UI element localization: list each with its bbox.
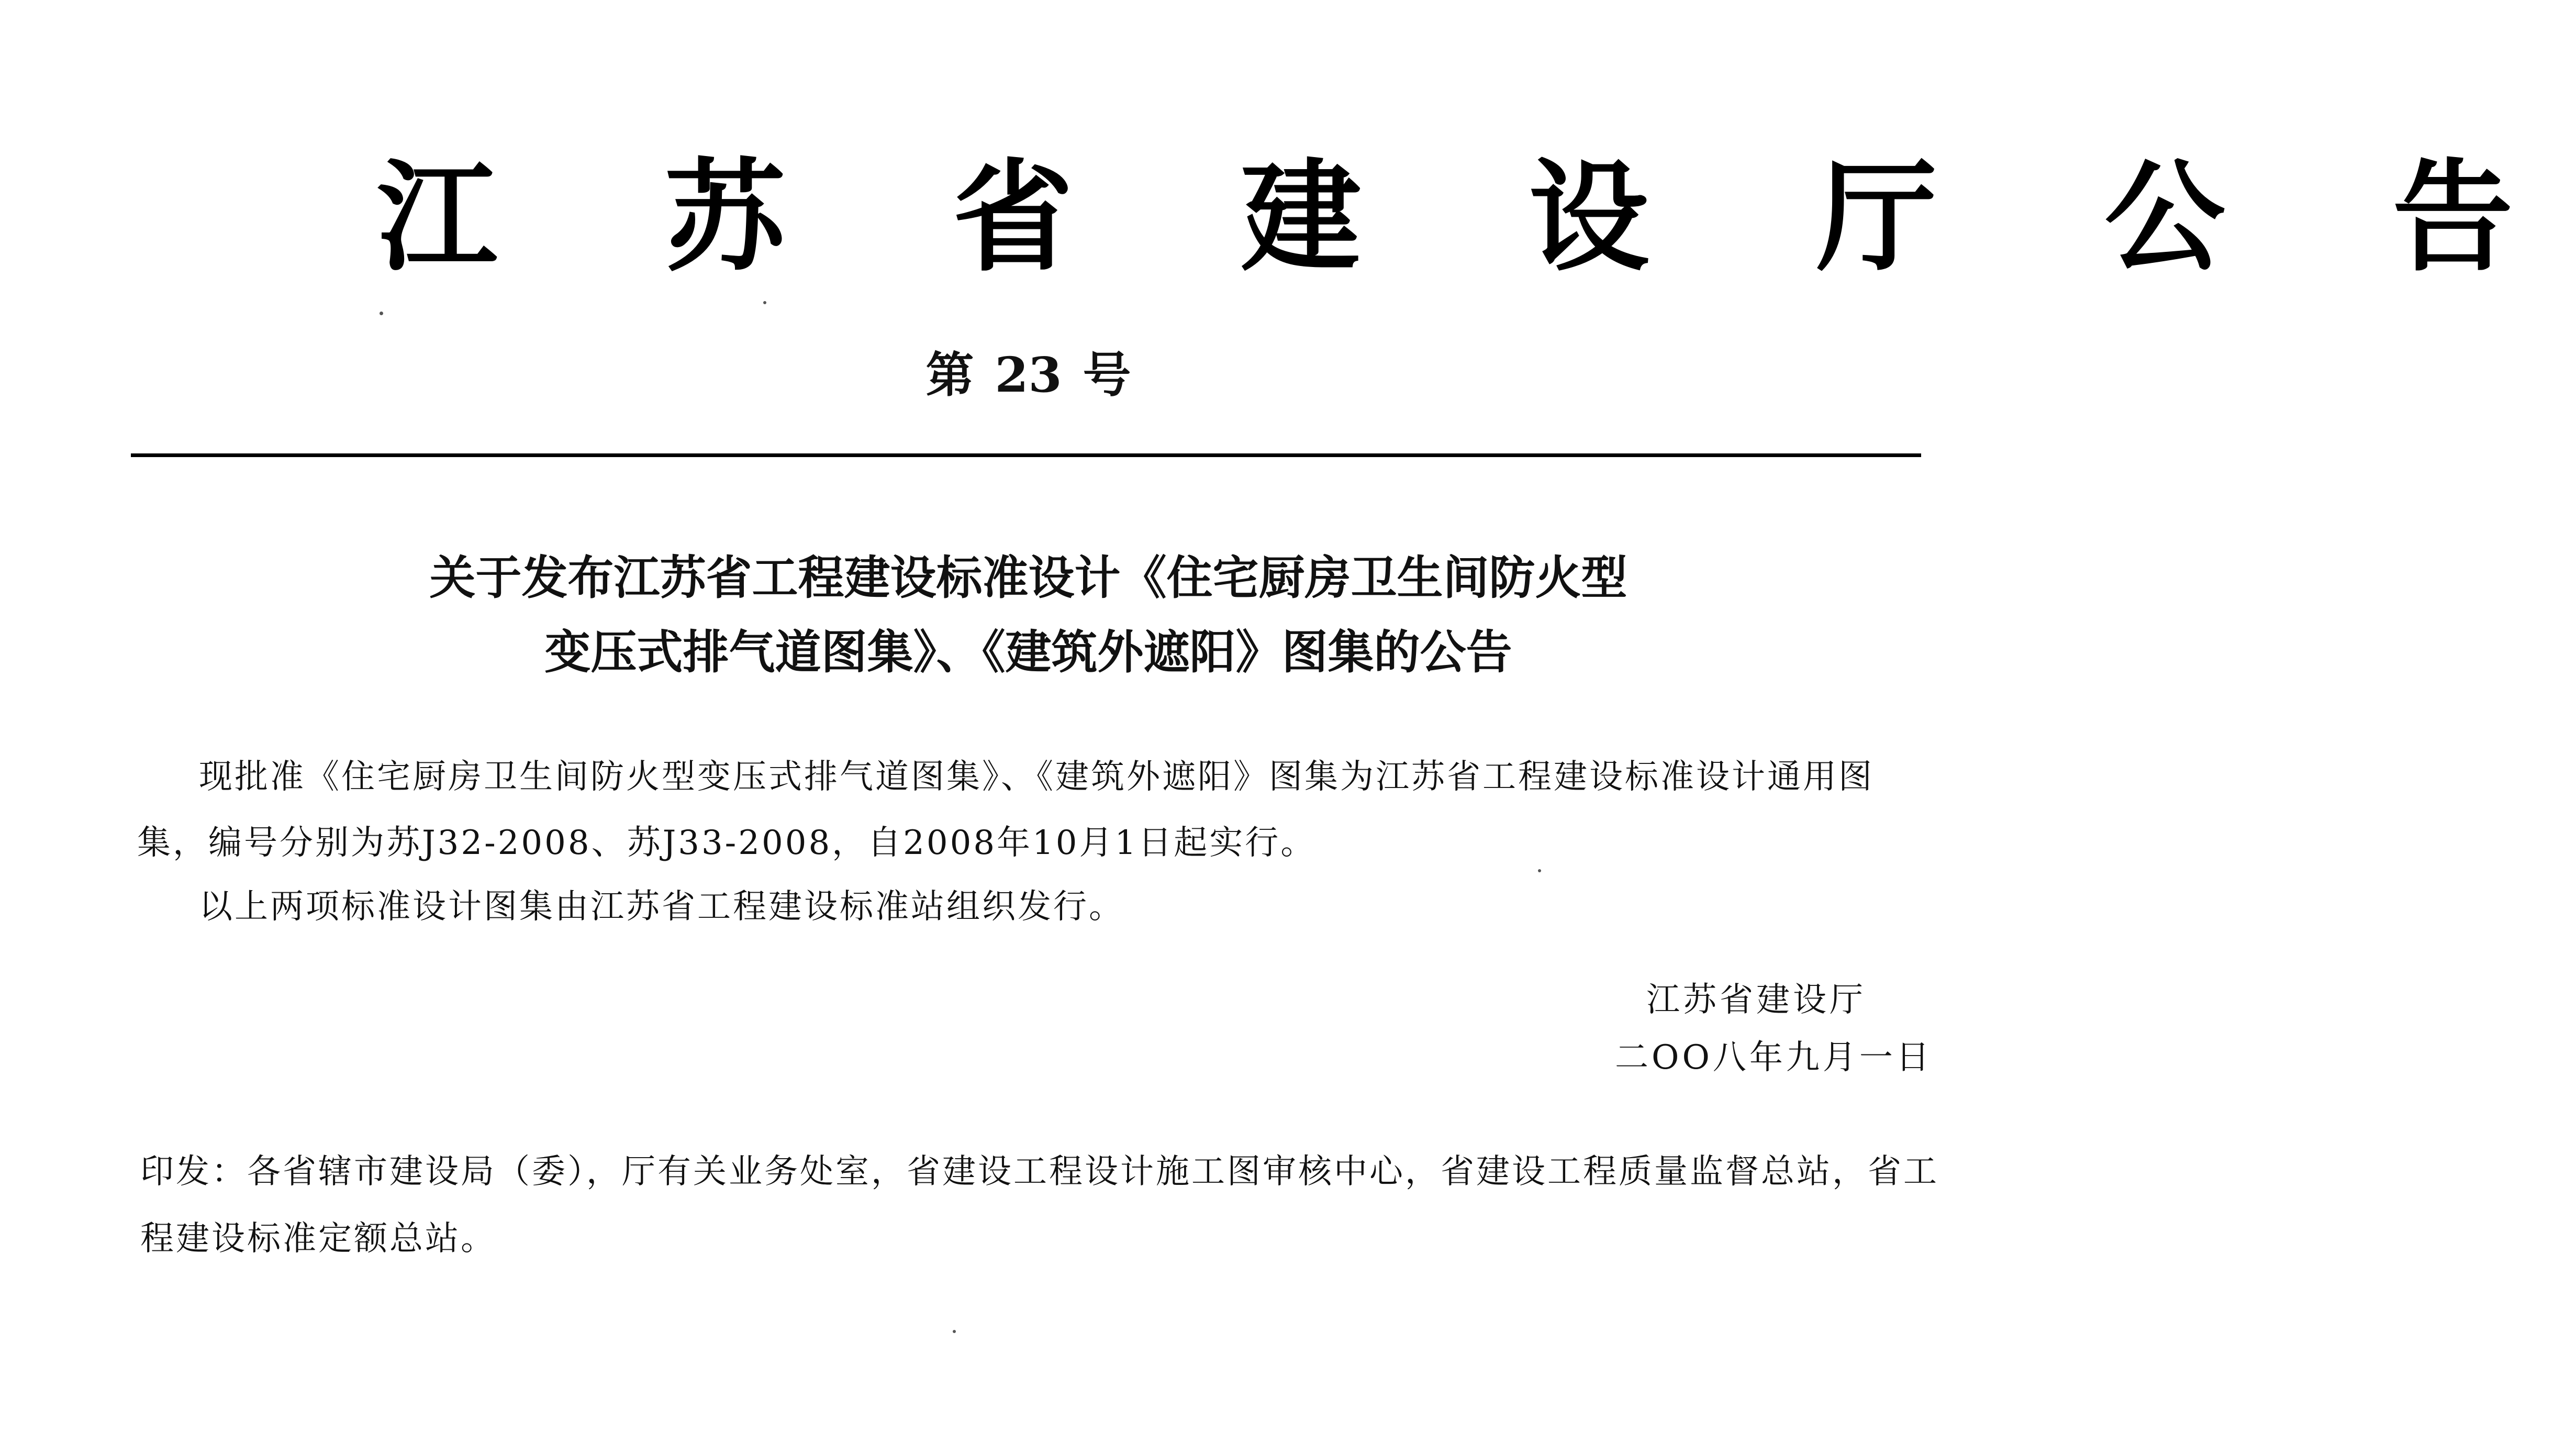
document-number — [0, 347, 2057, 403]
signature-organization: 江苏省建设厅 — [1646, 981, 1866, 1019]
document-number-suffix: 号 — [1083, 347, 1131, 403]
scan-speck — [953, 1330, 956, 1333]
document-number-prefix: 第 — [925, 347, 974, 403]
header-divider — [131, 453, 1921, 457]
signature-date: 二OO八年九月一日 — [1615, 1038, 1933, 1077]
body-paragraph-1-line-2: 集，编号分别为苏J32-2008、苏J33-2008，自2008年10月1日起实行。 — [137, 824, 1317, 862]
subject-line-1: 关于发布江苏省工程建设标准设计《住宅厨房卫生间防火型 — [429, 551, 1627, 605]
distribution-line-2: 程建设标准定额总站。 — [140, 1219, 496, 1258]
scan-speck — [1538, 869, 1541, 872]
document-number-value: 23 — [995, 347, 1062, 403]
body-paragraph-2: 以上两项标准设计图集由江苏省工程建设标准站组织发行。 — [199, 887, 1124, 926]
announcement-title: 江 苏 省 建 设 厅 公 告 — [377, 147, 2576, 288]
subject-line-2: 变压式排气道图集》、《建筑外遮阳》图集的公告 — [544, 625, 1512, 679]
body-paragraph-1-line-1: 现批准《住宅厨房卫生间防火型变压式排气道图集》、《建筑外遮阳》图集为江苏省工程建设标准设计通用图 — [199, 758, 1874, 796]
scan-speck — [763, 301, 766, 304]
scan-speck — [380, 312, 383, 315]
distribution-line-1: 印发：各省辖市建设局（委），厅有关业务处室，省建设工程设计施工图审核中心，省建设工程质量监督总站，省工 — [140, 1152, 1939, 1191]
